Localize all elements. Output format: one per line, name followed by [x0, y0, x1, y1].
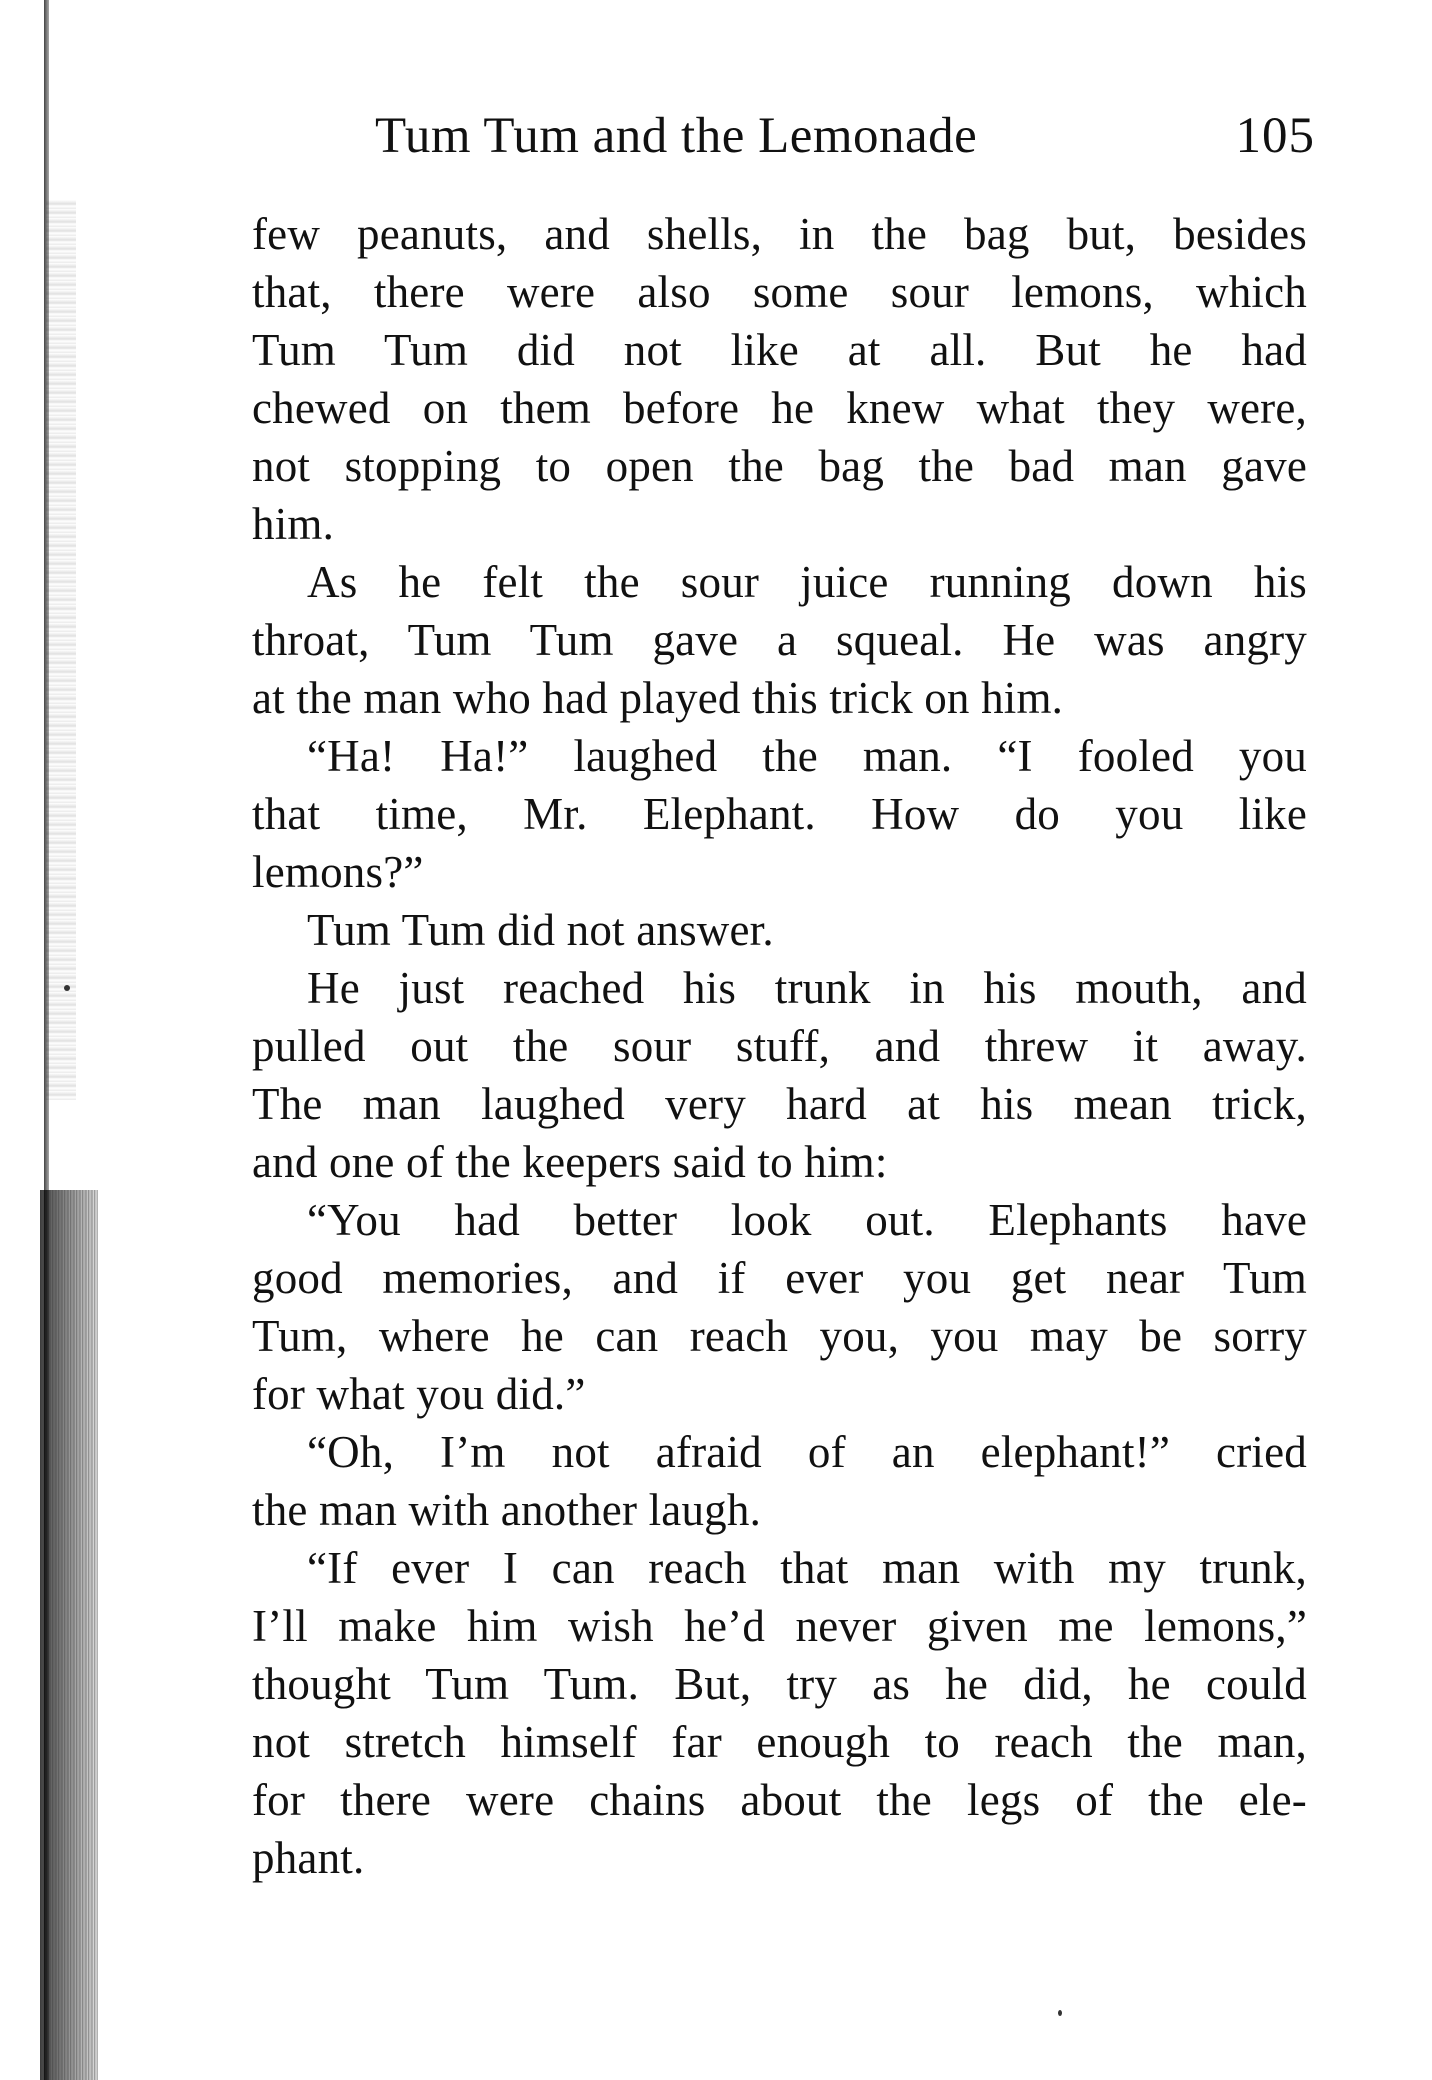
- scan-speckle: [46, 200, 76, 1100]
- text-line: that, there were also some sour lemons, which: [252, 267, 1307, 317]
- text-line: pulled out the sour stuff, and threw it away.: [252, 1021, 1307, 1071]
- text-line: “If ever I can reach that man with my trunk,: [307, 1543, 1307, 1593]
- text-line: for what you did.”: [252, 1369, 586, 1419]
- binding-shadow: [40, 1190, 98, 2080]
- text-line: “Oh, I’m not afraid of an elephant!” cried: [307, 1427, 1307, 1477]
- text-line: chewed on them before he knew what they were,: [252, 383, 1307, 433]
- scan-speck: [64, 985, 70, 991]
- text-line: thought Tum Tum. But, try as he did, he could: [252, 1659, 1307, 1709]
- running-header-title: Tum Tum and the Lemonade: [375, 108, 978, 164]
- text-line: him.: [252, 499, 335, 549]
- page-number: 105: [1235, 108, 1315, 164]
- text-line: “You had better look out. Elephants have: [307, 1195, 1307, 1245]
- text-line: the man with another laugh.: [252, 1485, 762, 1535]
- text-line: not stretch himself far enough to reach the man,: [252, 1717, 1307, 1767]
- running-header: [375, 104, 1315, 168]
- text-line: and one of the keepers said to him:: [252, 1137, 888, 1187]
- text-line: not stopping to open the bag the bad man gave: [252, 441, 1307, 491]
- text-line: throat, Tum Tum gave a squeal. He was angry: [252, 615, 1307, 665]
- body-text: [252, 205, 1307, 1887]
- text-line: few peanuts, and shells, in the bag but, besides: [252, 209, 1307, 259]
- text-line: lemons?”: [252, 847, 424, 897]
- text-line: good memories, and if ever you get near Tum: [252, 1253, 1307, 1303]
- scan-speck: [1058, 2010, 1062, 2016]
- text-line: “Ha! Ha!” laughed the man. “I fooled you: [307, 731, 1307, 781]
- text-line: The man laughed very hard at his mean trick,: [252, 1079, 1307, 1129]
- text-line: He just reached his trunk in his mouth, and: [307, 963, 1307, 1013]
- text-line: I’ll make him wish he’d never given me lemons,”: [252, 1601, 1307, 1651]
- text-line: for there were chains about the legs of the ele-: [252, 1775, 1307, 1825]
- text-line: Tum, where he can reach you, you may be sorry: [252, 1311, 1307, 1361]
- text-line: that time, Mr. Elephant. How do you like: [252, 789, 1307, 839]
- text-line: As he felt the sour juice running down his: [307, 557, 1307, 607]
- text-line: phant.: [252, 1833, 365, 1883]
- text-line: Tum Tum did not like at all. But he had: [252, 325, 1307, 375]
- text-line: Tum Tum did not answer.: [307, 905, 774, 955]
- text-line: at the man who had played this trick on him.: [252, 673, 1064, 723]
